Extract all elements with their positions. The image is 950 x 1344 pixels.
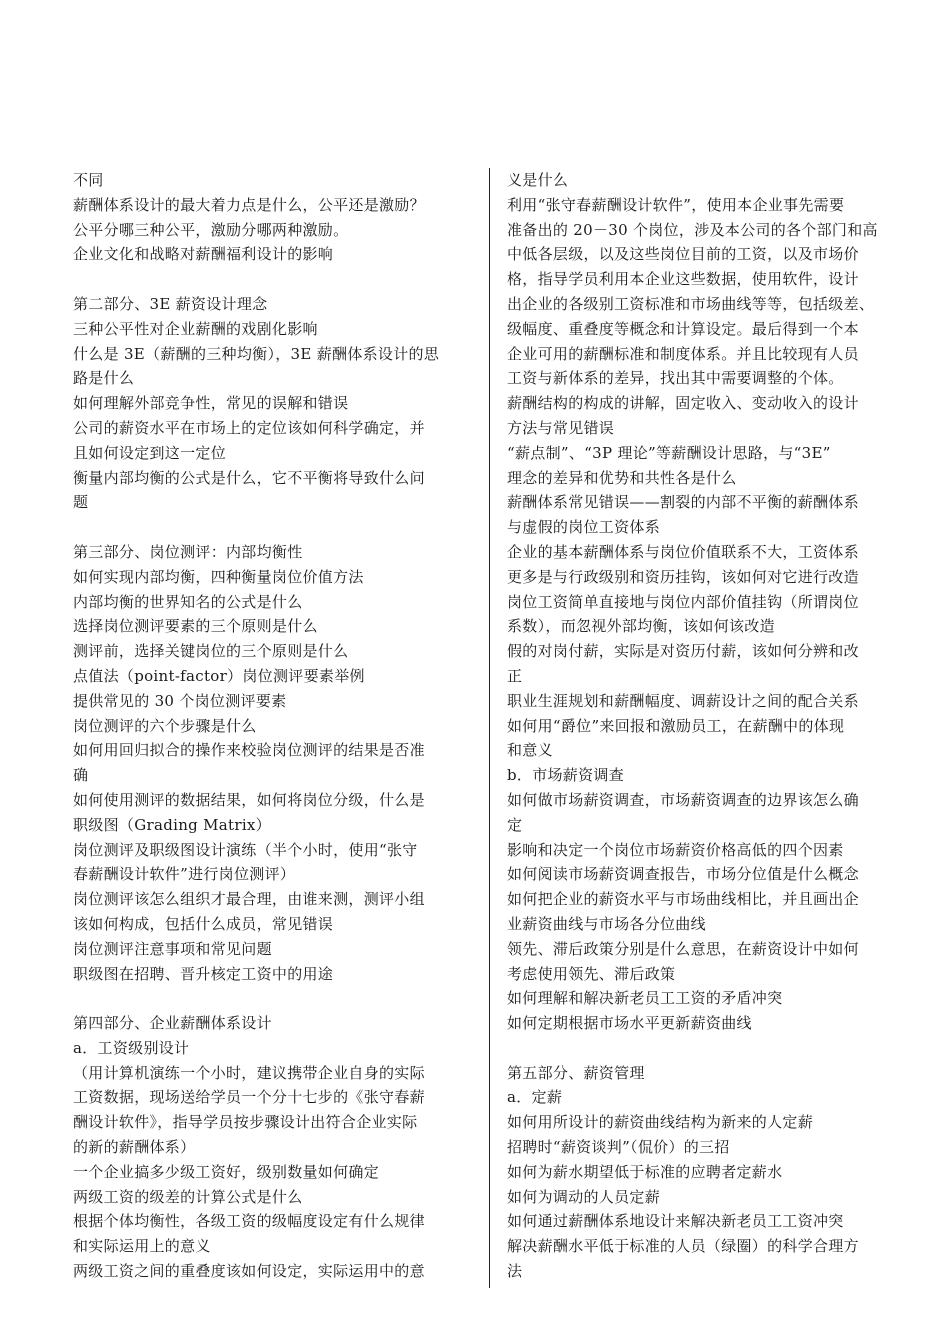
text-line: 点值法（point-factor）岗位测评要素举例 [73,666,365,685]
text-line: 一个企业搞多少级工资好，级别数量如何确定 [73,1162,380,1181]
text-line: 和实际运用上的意义 [73,1237,211,1256]
text-line: 如何把企业的薪资水平与市场曲线相比，并且画出企 [507,890,859,909]
text-line: 岗位测评及职级图设计演练（半个小时，使用“张守 [73,840,418,859]
text-line: 格，指导学员利用本企业这些数据，使用软件，设计 [507,270,859,289]
text-line: 级幅度、重叠度等概念和计算设定。最后得到一个本 [507,319,859,338]
text-line: 薪酬体系常见错误——割裂的内部不平衡的薪酬体系 [507,493,859,512]
blank-line [73,267,473,292]
text-line: 影响和决定一个岗位市场薪资价格高低的四个因素 [507,840,844,859]
text-line: 工资数据，现场送给学员一个分十七步的《张守春薪 [73,1088,425,1107]
text-line: 薪酬体系设计的最大着力点是什么，公平还是激励？ [73,195,425,214]
text-line: 企业可用的薪酬标准和制度体系。并且比较现有人员 [507,344,859,363]
text-line: 正 [507,666,523,685]
text-line: 出企业的各级别工资标准和市场曲线等等，包括级差、 [507,294,875,313]
text-line: 如何用回归拟合的操作来校验岗位测评的结果是否准 [73,741,425,760]
text-line: 春薪酬设计软件”进行岗位测评） [73,865,296,884]
text-line: 公司的薪资水平在市场上的定位该如何科学确定，并 [73,418,425,437]
text-line: 义是什么 [507,171,569,189]
text-line: 职业生涯规划和薪酬幅度、调薪设计之间的配合关系 [507,691,859,710]
text-line: 岗位测评的六个步骤是什么 [73,716,257,735]
text-line: 如何用“爵位”来回报和激励员工，在薪酬中的体现 [507,716,845,735]
text-line: 法 [507,1262,523,1281]
text-line: 选择岗位测评要素的三个原则是什么 [73,617,318,636]
text-line: 和意义 [507,741,553,760]
text-line: 考虑使用领先、滞后政策 [507,964,676,983]
text-line: 提供常见的 30 个岗位测评要素 [73,691,287,710]
text-line: 第五部分、薪资管理 [507,1063,645,1082]
text-line: 衡量内部均衡的公式是什么，它不平衡将导致什么问 [73,468,425,487]
text-line: 利用“张守春薪酬设计软件”，使用本企业事先需要 [507,195,845,214]
text-line: 如何阅读市场薪资调查报告，市场分位值是什么概念 [507,865,859,884]
text-line: 第四部分、企业薪酬体系设计 [73,1014,272,1033]
text-line: 薪酬结构的构成的讲解，固定收入、变动收入的设计 [507,394,859,413]
text-line: 岗位工资简单直接地与岗位内部价值挂钩（所谓岗位 [507,592,859,611]
left-text-column [73,168,473,1284]
text-line: 如何定期根据市场水平更新薪资曲线 [507,1014,752,1033]
text-line: 职级图在招聘、晋升核定工资中的用途 [73,964,334,983]
text-line: 不同 [73,171,104,189]
text-line: 根据个体均衡性，各级工资的级幅度设定有什么规律 [73,1212,425,1231]
text-line: 两级工资的级差的计算公式是什么 [73,1187,303,1206]
text-line: 如何通过薪酬体系地设计来解决新老员工工资冲突 [507,1212,844,1231]
text-line: 路是什么 [73,369,135,388]
text-line: 如何为调动的人员定薪 [507,1187,661,1206]
text-line: 岗位测评该怎么组织才最合理，由谁来测，测评小组 [73,890,425,909]
text-line: 如何理解和解决新老员工工资的矛盾冲突 [507,989,783,1008]
right-text-column [507,168,917,1284]
text-line: a．定薪 [507,1088,563,1107]
text-line: 准备出的 20－30 个岗位，涉及本公司的各个部门和高 [507,220,878,239]
text-line: 什么是 3E（薪酬的三种均衡），3E 薪酬体系设计的思 [73,344,440,363]
text-line: 企业的基本薪酬体系与岗位价值联系不大，工资体系 [507,542,859,561]
text-line: 确 [73,766,89,785]
text-line: b．市场薪资调查 [507,766,625,785]
text-line: 内部均衡的世界知名的公式是什么 [73,592,303,611]
text-line: 假的对岗付薪，实际是对资历付薪，该如何分辨和改 [507,642,859,661]
text-line: 且如何设定到这一定位 [73,443,227,462]
text-line: 测评前，选择关键岗位的三个原则是什么 [73,642,349,661]
text-line: 题 [73,493,89,512]
text-line: “薪点制”、“3P 理论”等薪酬设计思路，与“3E” [507,443,831,462]
text-line: 方法与常见错误 [507,418,615,437]
text-line: （用计算机演练一个小时，建议携带企业自身的实际 [73,1063,425,1082]
blank-line [73,515,473,540]
text-line: 企业文化和战略对薪酬福利设计的影响 [73,245,334,264]
blank-line [73,986,473,1011]
text-line: 三种公平性对企业薪酬的戏剧化影响 [73,319,318,338]
text-line: 中低各层级，以及这些岗位目前的工资，以及市场价 [507,245,859,264]
text-line: 第三部分、岗位测评：内部均衡性 [73,542,303,561]
text-line: 两级工资之间的重叠度该如何设定，实际运用中的意 [73,1262,425,1281]
column-divider [489,168,490,1288]
text-line: 系数），而忽视外部均衡，该如何该改造 [507,617,775,636]
text-line: 与虚假的岗位工资体系 [507,518,661,537]
text-line: 职级图（Grading Matrix） [73,815,271,834]
text-line: 如何做市场薪资调查，市场薪资调查的边界该怎么确 [507,790,859,809]
text-line: 理念的差异和优势和共性各是什么 [507,468,737,487]
text-line: 工资与新体系的差异，找出其中需要调整的个体。 [507,369,844,388]
text-line: 酬设计软件》，指导学员按步骤设计出符合企业实际 [73,1113,418,1132]
text-line: 的新的薪酬体系） [73,1138,196,1157]
text-line: 业薪资曲线与市场各分位曲线 [507,914,706,933]
text-line: 更多是与行政级别和资历挂钩，该如何对它进行改造 [507,567,859,586]
text-line: 如何为薪水期望低于标准的应聘者定薪水 [507,1162,783,1181]
text-line: 公平分哪三种公平，激励分哪两种激励。 [73,220,349,239]
text-line: 该如何构成，包括什么成员，常见错误 [73,914,334,933]
text-line: 岗位测评注意事项和常见问题 [73,939,272,958]
blank-line [507,1036,917,1061]
text-line: 如何实现内部均衡，四种衡量岗位价值方法 [73,567,364,586]
text-line: 如何理解外部竞争性，常见的误解和错误 [73,394,349,413]
text-line: a．工资级别设计 [73,1038,190,1057]
text-line: 定 [507,815,523,834]
text-line: 领先、滞后政策分别是什么意思，在薪资设计中如何 [507,939,859,958]
text-line: 解决薪酬水平低于标准的人员（绿圈）的科学合理方 [507,1237,859,1256]
text-line: 如何用所设计的薪资曲线结构为新来的人定薪 [507,1113,814,1132]
text-line: 招聘时“薪资谈判”（侃价）的三招 [507,1138,730,1157]
text-line: 第二部分、3E 薪资设计理念 [73,294,268,313]
text-line: 如何使用测评的数据结果，如何将岗位分级，什么是 [73,790,425,809]
